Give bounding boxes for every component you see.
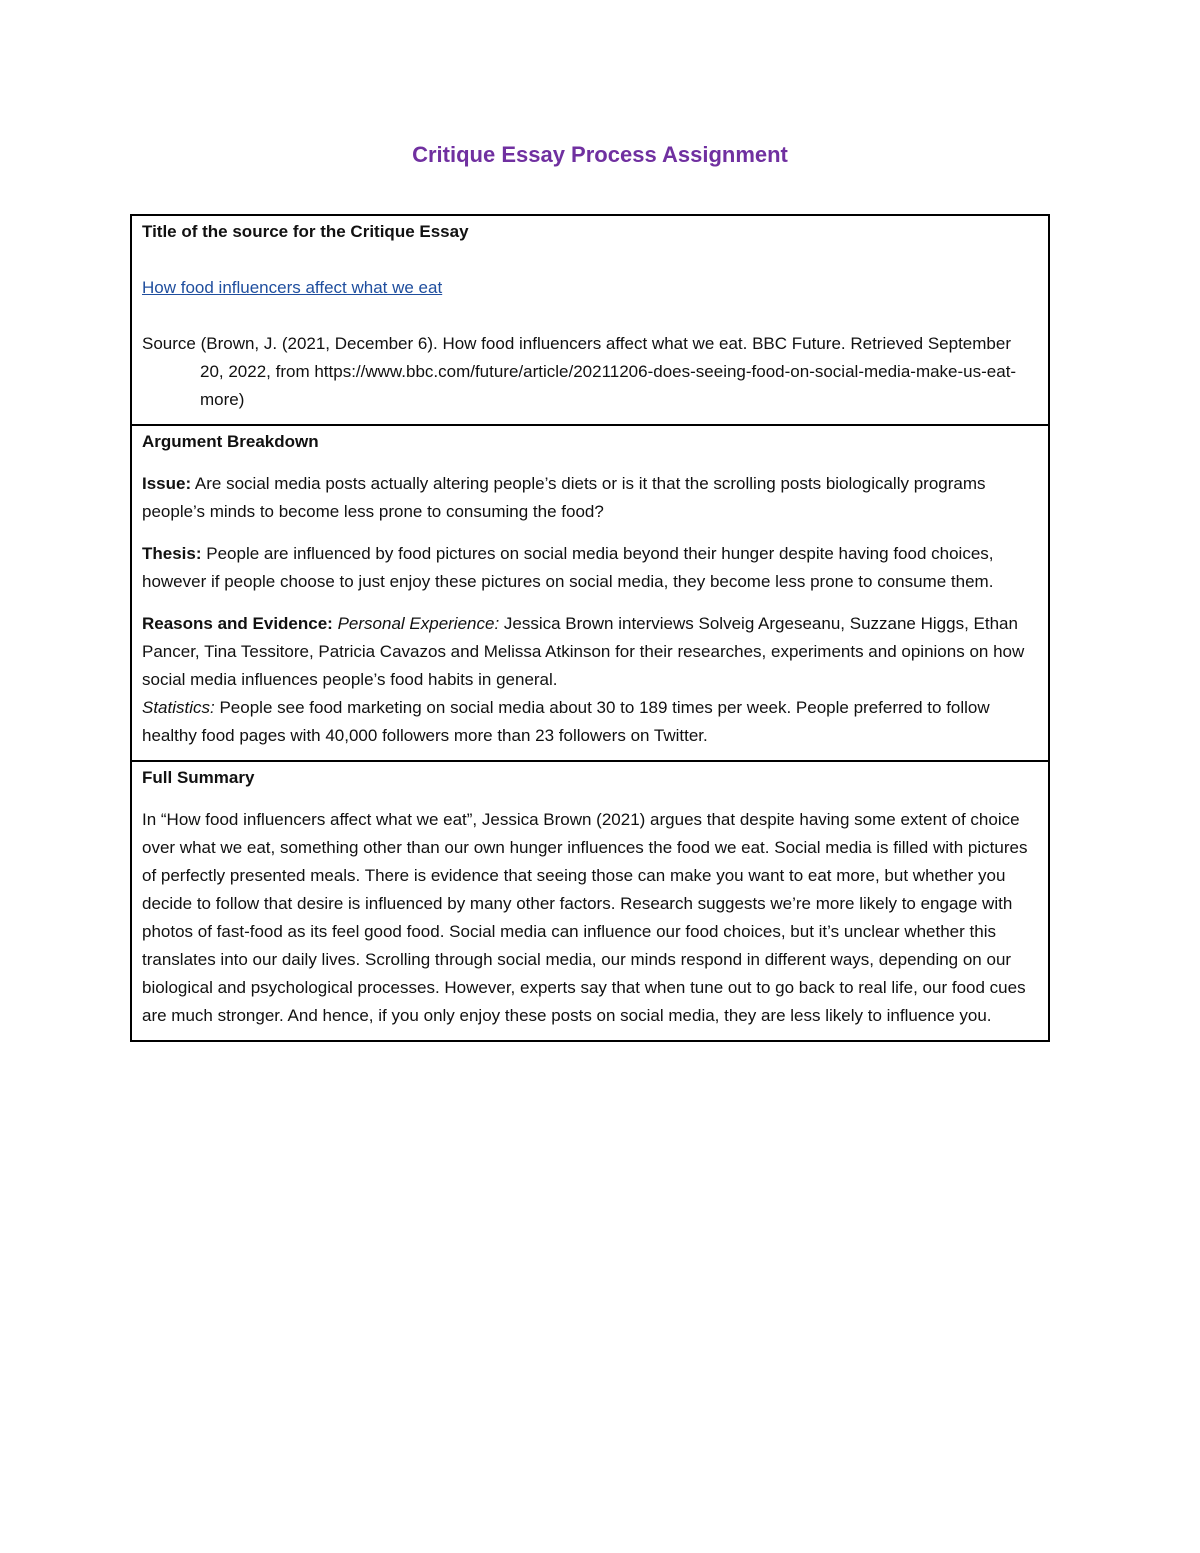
- summary-heading: Full Summary: [142, 768, 255, 787]
- reasons-paragraph: [142, 610, 1038, 694]
- page-title: Critique Essay Process Assignment: [412, 142, 788, 167]
- personal-experience-text: Jessica Brown interviews Solveig Argeseanu, Suzzane Higgs, Ethan Pancer, Tina Tessitore, Patricia Cavazos and Melissa Atkinson for their researches, experiments and opinions on how social media influences people’s food habits in general.: [142, 614, 1025, 689]
- thesis-text: People are influenced by food pictures on social media beyond their hunger despite having food choices, however if people choose to just enjoy these pictures on social media, they become less prone to consume them.: [142, 544, 994, 591]
- statistics-label: Statistics:: [142, 698, 215, 717]
- thesis-label: Thesis:: [142, 544, 202, 563]
- summary-text: In “How food influencers affect what we eat”, Jessica Brown (2021) argues that despite having some extent of choice over what we eat, something other than our own hunger influences the food we eat. Social media is filled with pictures of perfectly presented meals. There is evidence that seeing those can make you want to eat more, but whether you decide to follow that desire is influenced by many other factors. Research suggests we’re more likely to engage with photos of fast-food as its feel good food. Social media can influence our food choices, but it’s unclear whether this translates into our daily lives. Scrolling through social media, our minds respond in different ways, depending on our biological and psychological processes. However, experts say that when tune out to go back to real life, our food cues are much stronger. And hence, if you only enjoy these posts on social media, they are less likely to influence you.: [142, 810, 1028, 1025]
- source-citation: Source (Brown, J. (2021, December 6). How food influencers affect what we eat. BBC Future. Retrieved September 20, 2022, from https://www.bbc.com/future/article/20211206-does-seeing-food-on-social-media-make-us-eat-more): [142, 334, 1017, 409]
- source-link[interactable]: How food influencers affect what we eat: [142, 278, 443, 297]
- reasons-label: Reasons and Evidence:: [142, 614, 333, 633]
- thesis-paragraph: [142, 540, 1038, 596]
- statistics-text: People see food marketing on social media about 30 to 189 times per week. People preferred to follow healthy food pages with 40,000 followers more than 23 followers on Twitter.: [142, 698, 990, 745]
- assignment-table: [130, 214, 1050, 1042]
- issue-text: Are social media posts actually altering people’s diets or is it that the scrolling posts biologically programs people’s minds to become less prone to consuming the food?: [142, 474, 986, 521]
- personal-experience-label: Personal Experience:: [337, 614, 500, 633]
- issue-label: Issue:: [142, 474, 192, 493]
- source-heading: Title of the source for the Critique Essay: [142, 222, 469, 241]
- source-row: [132, 216, 1048, 424]
- summary-row: [132, 760, 1048, 1040]
- issue-paragraph: [142, 470, 1038, 526]
- argument-row: [132, 424, 1048, 760]
- argument-heading: Argument Breakdown: [142, 432, 319, 451]
- statistics-paragraph: [142, 694, 1038, 750]
